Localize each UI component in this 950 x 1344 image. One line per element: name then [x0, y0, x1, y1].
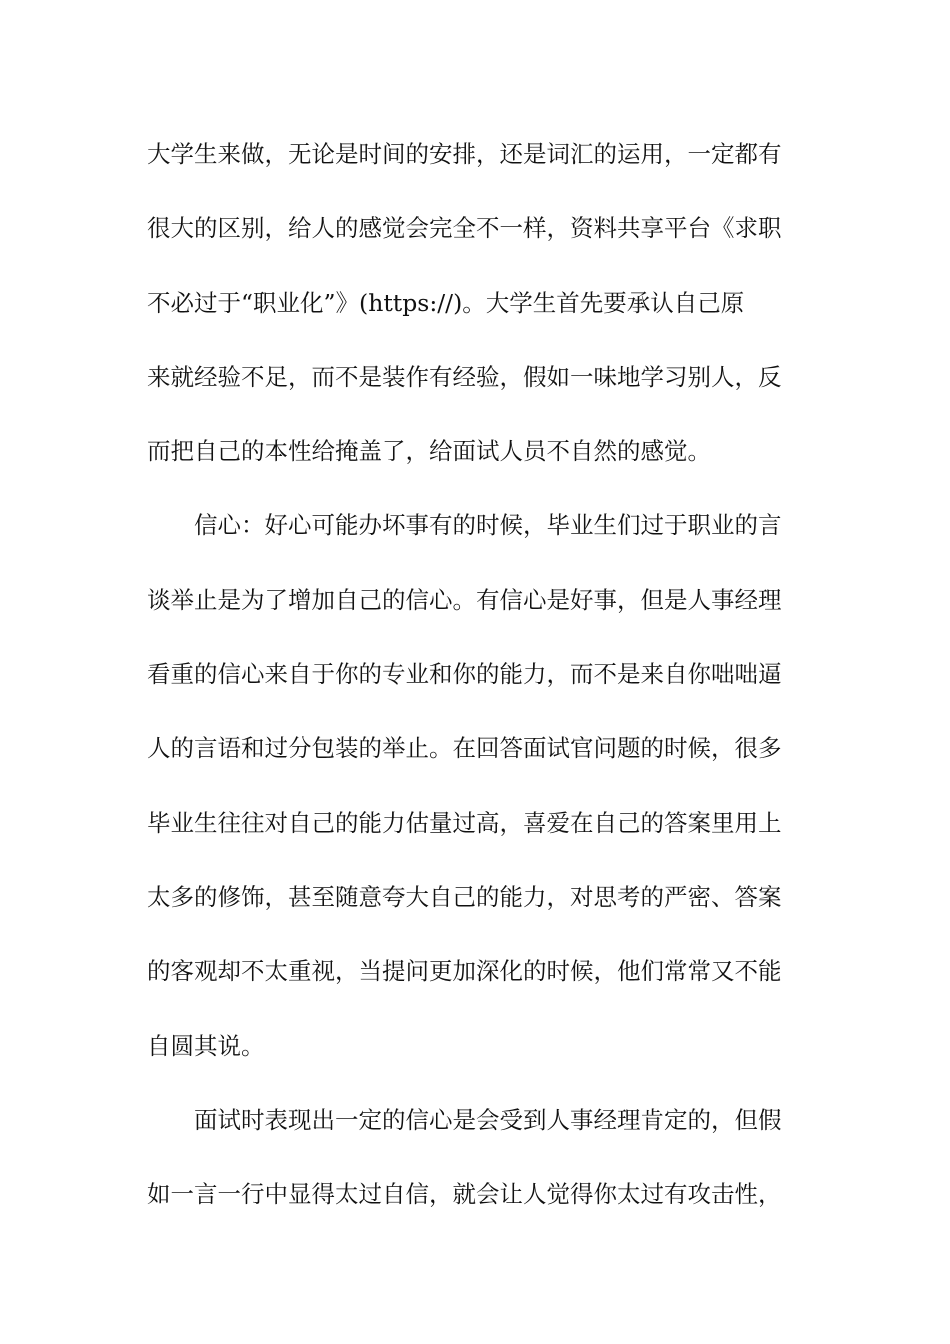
- text-line: 太多的修饰，甚至随意夸大自己的能力，对思考的严密、答案: [147, 882, 782, 911]
- text-line: 自圆其说。: [147, 1031, 265, 1060]
- paragraph-first-line: 面试时表现出一定的信心是会受到人事经理肯定的，但假: [194, 1105, 782, 1134]
- text-line: 很大的区别，给人的感觉会完全不一样，资料共享平台《求职: [147, 214, 782, 243]
- text-line: 来就经验不足，而不是装作有经验，假如一味地学习别人，反: [147, 362, 782, 391]
- text-line: 如一言一行中显得太过自信，就会让人觉得你太过有攻击性，: [147, 1180, 782, 1209]
- text-line: 而把自己的本性给掩盖了，给面试人员不自然的感觉。: [147, 437, 711, 466]
- text-line: 谈举止是为了增加自己的信心。有信心是好事，但是人事经理: [147, 585, 782, 614]
- text-line: 人的言语和过分包装的举止。在回答面试官问题的时候，很多: [147, 734, 782, 763]
- text-line: 不必过于“职业化”》(https://)。大学生首先要承认自己原: [147, 288, 745, 317]
- text-line: 看重的信心来自于你的专业和你的能力，而不是来自你咄咄逼: [147, 660, 782, 689]
- text-line: 大学生来做，无论是时间的安排，还是词汇的运用，一定都有: [147, 140, 782, 168]
- paragraph-first-line: 信心：好心可能办坏事有的时候，毕业生们过于职业的言: [194, 511, 782, 540]
- text-line: 的客观却不太重视，当提问更加深化的时候，他们常常又不能: [147, 957, 782, 986]
- body-text: [147, 131, 807, 1245]
- text-line: 毕业生往往对自己的能力估量过高，喜爱在自己的答案里用上: [147, 808, 782, 837]
